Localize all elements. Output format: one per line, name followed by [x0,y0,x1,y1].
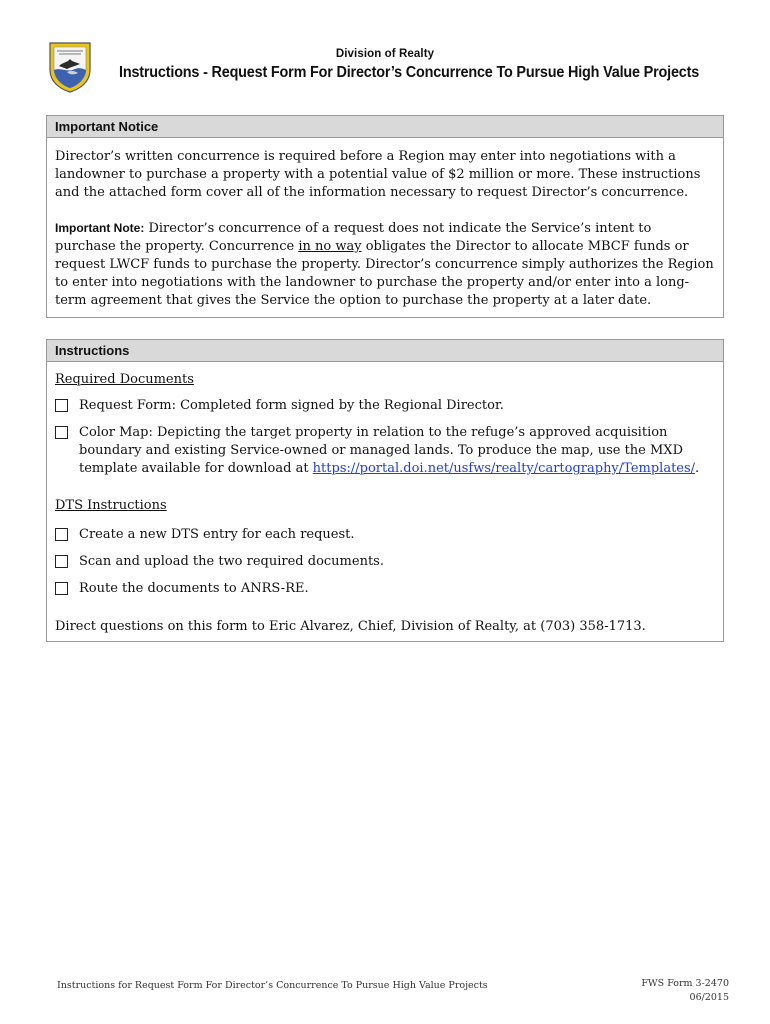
instructions-box [46,339,724,642]
important-note-label: Important Note: [55,221,145,235]
dts-item [47,580,723,598]
color-map-checkbox[interactable] [55,426,68,439]
dts-item-text: Scan and upload the two required documents. [79,554,384,569]
notice-paragraph: Director’s written concurrence is required before a Region may enter into negotiations with a landowner to purchase a property with a potential value of $2 million or more. These instructions and the attached form cover all of the information necessary to request Director’s concurrence. [55,149,701,200]
footer-form-title: Instructions for Request Form For Director’s Concurrence To Pursue High Value Projects [57,980,488,991]
dts-entry-checkbox[interactable] [55,528,68,541]
division-label: Division of Realty [335,48,435,60]
footer-date: 06/2015 [689,992,729,1003]
required-documents-heading: Required Documents [55,372,194,387]
dts-item-text: Route the documents to ANRS-RE. [79,581,309,596]
note-text-2: obligates the Director to allocate MBCF funds or request LWCF funds to purchase the property. Director’s concurrence simply authorizes the Region to enter into negotiations with the landowner to purchase the property and/or enter into a long-term agreement that gives the Service the option to purchase the property at a later date. [55,239,714,308]
dts-item [47,553,723,571]
templates-link[interactable]: https://portal.doi.net/usfws/realty/cartography/Templates/ [312,461,696,476]
note-text-1: Director’s concurrence of a request does not indicate the Service’s intent to purchase the property. Concurrence [55,221,652,254]
scan-upload-checkbox[interactable] [55,555,68,568]
instructions-heading: Instructions [47,340,723,362]
important-note [47,219,723,310]
request-form-text: Request Form: Completed form signed by the Regional Director. [79,398,504,413]
color-map-suffix: . [695,461,700,476]
dts-item [47,526,723,544]
important-notice-box [46,115,724,318]
important-notice-heading: Important Notice [47,116,723,138]
request-form-checkbox[interactable] [55,399,68,412]
color-map-text: Color Map: Depicting the target property in relation to the refuge’s approved acquisition boundary and existing Service-owned or managed lands. To produce the map, use the MXD template available for download at [79,425,683,476]
dts-instructions-heading: DTS Instructions [55,498,167,513]
note-underlined: in no way [298,239,362,254]
page-title: Instructions - Request Form For Director’s Concurrence To Pursue High Value Projects [119,64,700,81]
required-item-color-map [47,424,723,478]
contact-text: Direct questions on this form to Eric Alvarez, Chief, Division of Realty, at (703) 358-1713. [55,619,646,634]
route-documents-checkbox[interactable] [55,582,68,595]
required-item-request-form [47,397,723,415]
footer-form-number: FWS Form 3-2470 [641,978,729,989]
dts-item-text: Create a new DTS entry for each request. [79,527,355,542]
footer-form-info [641,977,729,1005]
